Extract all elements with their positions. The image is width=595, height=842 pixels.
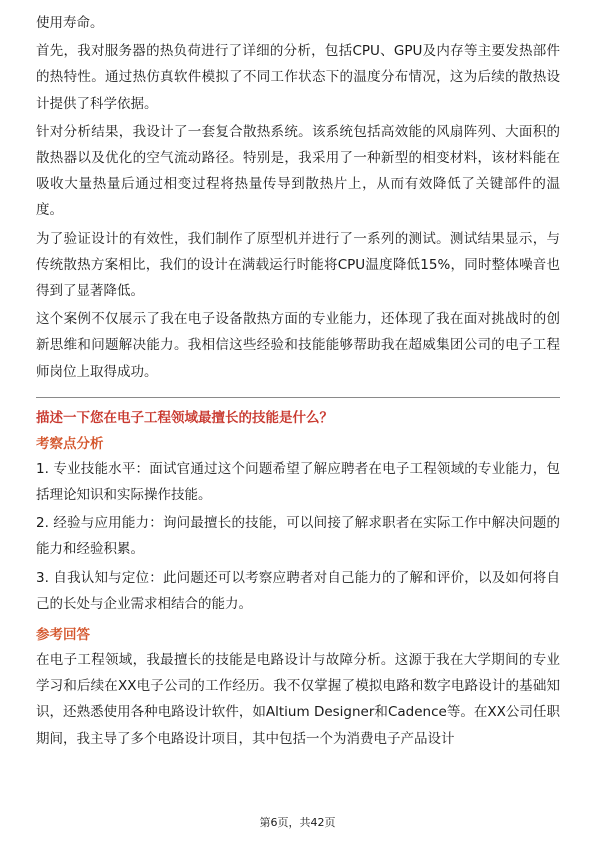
analysis-item: 2. 经验与应用能力：询问最擅长的技能，可以间接了解求职者在实际工作中解决问题的能力和经验积累。 [36, 515, 560, 558]
page-number-footer: 第6页，共42页 [259, 816, 336, 829]
section-divider [36, 397, 560, 398]
body-paragraph: 使用寿命。 [36, 15, 104, 31]
analysis-title: 考察点分析 [36, 435, 104, 452]
body-paragraph: 为了验证设计的有效性，我们制作了原型机并进行了一系列的测试。测试结果显示，与传统散热方案相比，我们的设计在满载运行时能将CPU温度降低15%，同时整体噪音也得到了显著降低。 [36, 230, 560, 300]
document-page [36, 10, 560, 754]
question-heading: 描述一下您在电子工程领域最擅长的技能是什么？ [36, 409, 333, 426]
analysis-item: 1. 专业技能水平：面试官通过这个问题希望了解应聘者在电子工程领域的专业能力，包括理论知识和实际操作技能。 [36, 460, 560, 504]
body-paragraph: 首先，我对服务器的热负荷进行了详细的分析，包括CPU、GPU及内存等主要发热部件的热特性。通过热仿真软件模拟了不同工作状态下的温度分布情况，这为后续的散热设计提供了科学依据。 [36, 43, 560, 112]
reference-paragraph: 在电子工程领域，我最擅长的技能是电路设计与故障分析。这源于我在大学期间的专业学习和后续在XX电子公司的工作经历。我不仅掌握了模拟电路和数字电路设计的基础知识，还熟悉使用各种电路设计软件，如Altium Designer和Cadence等。在XX公司任职期间，我主导了多个电路设计项目，其中包括一个为消费电子产品设计 [36, 652, 560, 747]
analysis-item: 3. 自我认知与定位：此问题还可以考察应聘者对自己能力的了解和评价，以及如何将自己的长处与企业需求相结合的能力。 [36, 569, 560, 612]
reference-title: 参考回答 [36, 627, 90, 644]
body-paragraph: 针对分析结果，我设计了一套复合散热系统。该系统包括高效能的风扇阵列、大面积的散热器以及优化的空气流动路径。特别是，我采用了一种新型的相变材料，该材料能在吸收大量热量后通过相变过程将热量传导到散热片上，从而有效降低了关键部件的温度。 [36, 123, 560, 219]
body-paragraph: 这个案例不仅展示了我在电子设备散热方面的专业能力，还体现了我在面对挑战时的创新思维和问题解决能力。我相信这些经验和技能能够帮助我在超威集团公司的电子工程师岗位上取得成功。 [36, 311, 560, 380]
